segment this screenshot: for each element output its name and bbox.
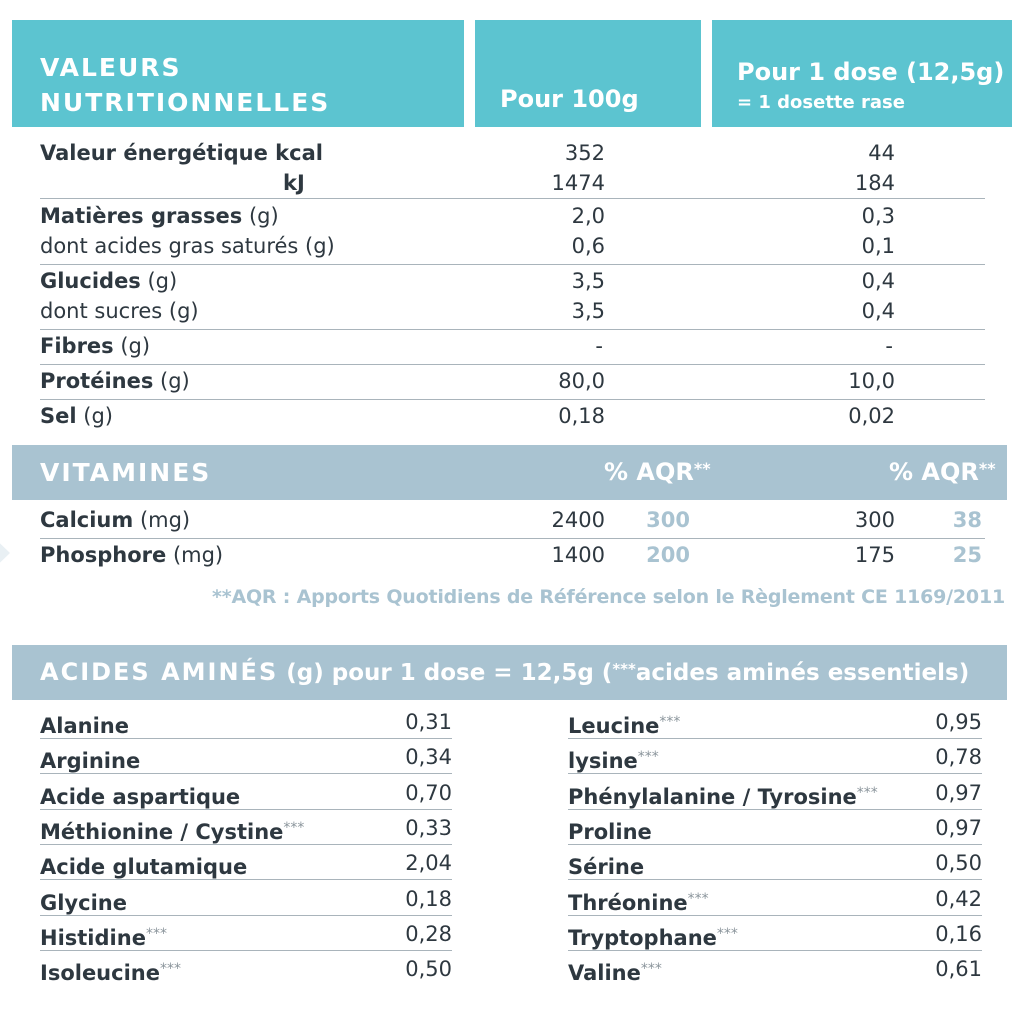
amino-row: [40, 778, 452, 808]
phos-aqr-dose: 25: [952, 543, 982, 567]
protein-100: 80,0: [558, 369, 605, 393]
amino-name: Méthionine / Cystine: [40, 819, 284, 844]
divider: [40, 879, 452, 880]
amino-value: 0,28: [405, 921, 452, 946]
vitamins-title: VITAMINES: [40, 458, 212, 487]
divider: [40, 364, 985, 365]
amino-value: 0,97: [935, 780, 982, 805]
amino-title: ACIDES AMINÉS (g) pour 1 dose = 12,5g (***acides aminés essentiels): [40, 658, 970, 686]
divider: [568, 915, 982, 916]
calcium-dose: 300: [854, 508, 895, 532]
divider: [568, 950, 982, 951]
carb-unit: (g): [140, 269, 178, 293]
amino-stars: ***: [640, 961, 662, 978]
calcium-aqr-100: 300: [646, 508, 690, 532]
header-perdose: Pour 1 dose (12,5g): [737, 58, 1005, 86]
amino-value: 0,78: [935, 745, 982, 770]
amino-name: Sérine: [568, 855, 645, 880]
fat-dose: 0,3: [861, 204, 895, 228]
divider: [40, 950, 452, 951]
amino-value: 0,16: [935, 921, 982, 946]
divider: [40, 538, 985, 539]
amino-row: [568, 742, 982, 772]
amino-row: [40, 742, 452, 772]
divider: [40, 915, 452, 916]
amino-stars: ***: [716, 925, 738, 942]
calcium-unit: (mg): [133, 508, 191, 532]
header-title-line1: VALEURS: [40, 53, 182, 82]
amino-row: [40, 848, 452, 878]
fat-unit: (g): [242, 204, 279, 228]
amino-value: 0,33: [405, 815, 452, 840]
amino-row: [568, 778, 982, 808]
salt-100: 0,18: [558, 404, 605, 428]
amino-name: Isoleucine: [40, 961, 160, 986]
amino-name: Phénylalanine / Tyrosine: [568, 784, 857, 809]
amino-row: [568, 813, 982, 843]
amino-value: 0,61: [935, 957, 982, 982]
divider: [568, 809, 982, 810]
fat-100: 2,0: [571, 204, 605, 228]
calcium-aqr-dose: 38: [952, 508, 982, 532]
divider: [40, 264, 985, 265]
divider: [40, 329, 985, 330]
amino-value: 0,42: [935, 886, 982, 911]
amino-name: Glycine: [40, 890, 127, 915]
row-sugars: [40, 296, 987, 326]
row-calcium: [40, 505, 987, 535]
amino-row: [40, 919, 452, 949]
amino-value: 0,50: [405, 957, 452, 982]
amino-name: Histidine: [40, 925, 146, 950]
amino-stars: ***: [659, 714, 681, 730]
amino-row: [568, 707, 982, 737]
amino-stars: ***: [637, 749, 659, 766]
header-perdose-box: [712, 20, 1012, 127]
header-per100: Pour 100g: [500, 85, 639, 113]
fibre-dose: -: [885, 334, 893, 358]
protein-dose: 10,0: [848, 369, 895, 393]
sat-100: 0,6: [571, 234, 605, 258]
aqr-footnote: **AQR : Apports Quotidiens de Référence selon le Règlement CE 1169/2011: [212, 586, 1005, 608]
fibre-unit: (g): [113, 334, 151, 358]
header-title-box: [12, 20, 464, 127]
phos-aqr-100: 200: [646, 543, 690, 567]
aqr-header-100: % AQR**: [604, 458, 711, 486]
amino-stars: ***: [145, 925, 167, 942]
phos-unit: (mg): [166, 543, 224, 567]
amino-row: [40, 954, 452, 984]
energy-kcal-dose: 44: [868, 141, 895, 165]
amino-name: Valine: [568, 961, 641, 986]
amino-name: Tryptophane: [568, 925, 717, 950]
divider: [40, 844, 452, 845]
amino-value: 0,50: [935, 851, 982, 876]
carb-dose: 0,4: [861, 269, 895, 293]
amino-row: [568, 884, 982, 914]
carb-100: 3,5: [571, 269, 605, 293]
row-energy-kj: [40, 168, 987, 198]
amino-row: [40, 813, 452, 843]
amino-name: Acide aspartique: [40, 784, 241, 809]
amino-value: 0,97: [935, 815, 982, 840]
amino-row: [568, 919, 982, 949]
divider: [568, 738, 982, 739]
phos-100: 1400: [551, 543, 605, 567]
protein-unit: (g): [153, 369, 190, 393]
fibre-100: -: [595, 334, 603, 358]
amino-name: Thréonine: [568, 890, 688, 915]
divider: [40, 773, 452, 774]
energy-kcal-100: 352: [564, 141, 605, 165]
energy-kj-dose: 184: [854, 171, 895, 195]
amino-row: [40, 884, 452, 914]
amino-value: 2,04: [405, 851, 452, 876]
row-phosphore: [40, 540, 987, 570]
amino-stars: ***: [856, 784, 878, 801]
row-fibre: [40, 331, 987, 361]
calcium-label: Calcium: [40, 508, 134, 532]
amino-value: 0,31: [405, 710, 452, 734]
row-carbs: [40, 266, 987, 296]
row-energy-kcal: [40, 138, 987, 168]
carb-label: Glucides: [40, 269, 141, 293]
header-perdose-sub: = 1 dosette rase: [737, 92, 905, 113]
divider: [568, 844, 982, 845]
sugar-label: dont sucres (g): [40, 299, 199, 323]
aqr-header-dose: % AQR**: [889, 458, 996, 486]
protein-label: Protéines: [40, 369, 154, 393]
amino-name: lysine: [568, 749, 638, 774]
divider: [40, 809, 452, 810]
amino-stars: ***: [687, 890, 709, 907]
energy-label: Valeur énergétique kcal: [40, 141, 323, 165]
amino-stars: ***: [159, 961, 181, 978]
salt-unit: (g): [76, 404, 113, 428]
phos-dose: 175: [854, 543, 895, 567]
decorative-chevron: [0, 505, 10, 601]
sat-label: dont acides gras saturés (g): [40, 234, 335, 258]
amino-header: [12, 645, 1007, 700]
header-title-line2: NUTRITIONNELLES: [40, 88, 331, 117]
energy-kj-100: 1474: [551, 171, 605, 195]
amino-value: 0,18: [405, 886, 452, 911]
amino-name: Leucine: [568, 714, 660, 738]
fibre-label: Fibres: [40, 334, 114, 358]
amino-stars: ***: [283, 819, 305, 836]
sugar-dose: 0,4: [861, 299, 895, 323]
sat-dose: 0,1: [861, 234, 895, 258]
amino-value: 0,95: [935, 710, 982, 734]
fat-label: Matières grasses: [40, 204, 243, 228]
amino-row: [568, 954, 982, 984]
row-fat: [40, 201, 987, 231]
amino-name: Acide glutamique: [40, 855, 248, 880]
amino-value: 0,34: [405, 745, 452, 770]
salt-dose: 0,02: [848, 404, 895, 428]
divider: [40, 198, 985, 199]
vitamins-header: [12, 445, 1007, 500]
amino-name: Proline: [568, 819, 652, 844]
header-per100-box: [475, 20, 701, 127]
divider: [40, 738, 452, 739]
row-saturated: [40, 231, 987, 261]
amino-value: 0,70: [405, 780, 452, 805]
amino-row: [568, 848, 982, 878]
amino-row: [40, 707, 452, 737]
divider: [40, 399, 985, 400]
phos-label: Phosphore: [40, 543, 167, 567]
divider: [568, 879, 982, 880]
divider: [568, 773, 982, 774]
salt-label: Sel: [40, 404, 77, 428]
amino-name: Alanine: [40, 714, 129, 738]
row-protein: [40, 366, 987, 396]
sugar-100: 3,5: [571, 299, 605, 323]
calcium-100: 2400: [551, 508, 605, 532]
row-salt: [40, 401, 987, 431]
amino-name: Arginine: [40, 749, 141, 774]
kj-label: kJ: [283, 171, 305, 195]
